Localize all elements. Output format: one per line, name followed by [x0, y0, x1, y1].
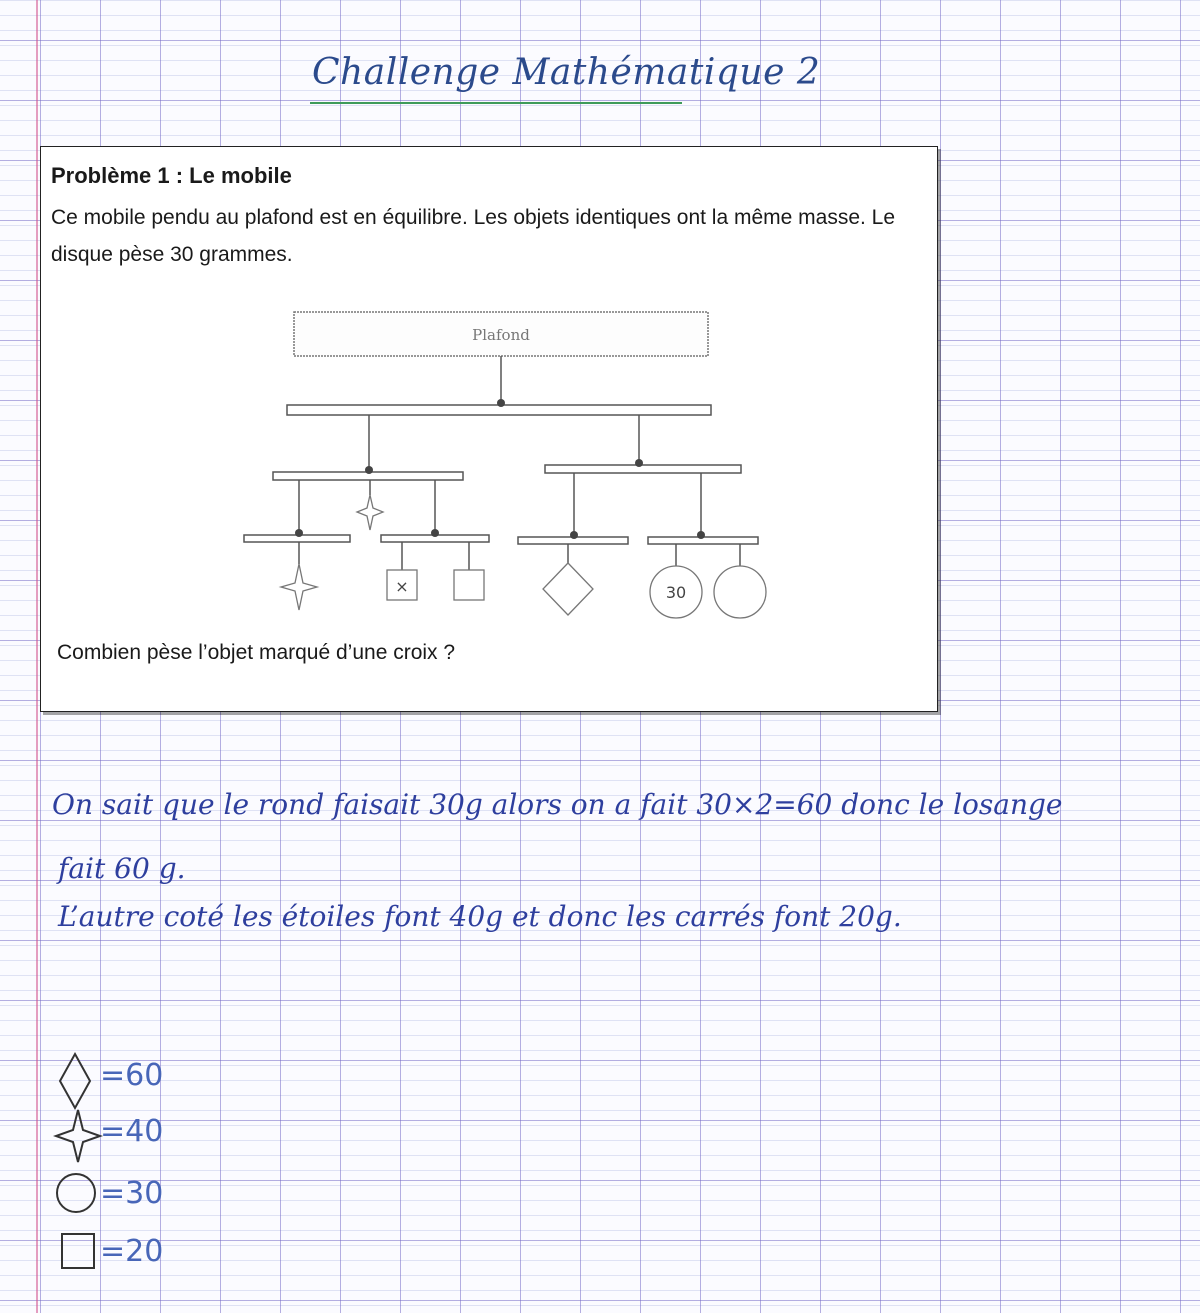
star-icon	[52, 1106, 104, 1166]
answer-line-3: L’autre coté les étoiles font 40g et donc les carrés font 20g.	[58, 900, 902, 933]
disc-label: 30	[665, 583, 687, 602]
mobile-diagram	[231, 302, 791, 632]
problem-question: Combien pèse l’objet marqué d’une croix ?	[57, 641, 456, 664]
hanging-star-icon	[357, 495, 383, 530]
legend-row-circle	[52, 1168, 252, 1224]
legend-value: =20	[100, 1234, 164, 1269]
diamond-icon	[543, 563, 593, 615]
answer-line-1: On sait que le rond faisait 30g alors on a fait 30×2=60 donc le losange	[52, 788, 1063, 821]
legend-value: =40	[100, 1114, 164, 1149]
margin-line	[36, 0, 38, 1313]
legend-row-star	[52, 1106, 252, 1162]
square-icon	[454, 570, 484, 600]
legend-value: =30	[100, 1176, 164, 1211]
square-icon	[52, 1226, 102, 1276]
legend-row-square	[52, 1226, 252, 1282]
right-beam	[545, 465, 741, 473]
circle-icon	[714, 566, 766, 618]
page-title: Challenge Mathématique 2	[312, 52, 821, 93]
title-underline	[310, 102, 682, 104]
problem-heading: Problème 1 : Le mobile	[51, 163, 292, 188]
problem-box	[40, 146, 938, 712]
legend-row-diamond	[52, 1050, 252, 1106]
legend-value: =60	[100, 1058, 164, 1093]
answer-line-2: fait 60 g.	[58, 852, 186, 885]
circle-icon	[52, 1168, 102, 1218]
star-icon	[281, 564, 317, 610]
problem-statement: Ce mobile pendu au plafond est en équilibre. Les objets identiques ont la même masse. Le disque pèse 30 grammes.	[51, 206, 896, 266]
cross-mark: ×	[395, 577, 409, 596]
top-beam	[287, 405, 711, 415]
diamond-icon	[52, 1050, 102, 1112]
ceiling-label: Plafond	[472, 326, 530, 344]
